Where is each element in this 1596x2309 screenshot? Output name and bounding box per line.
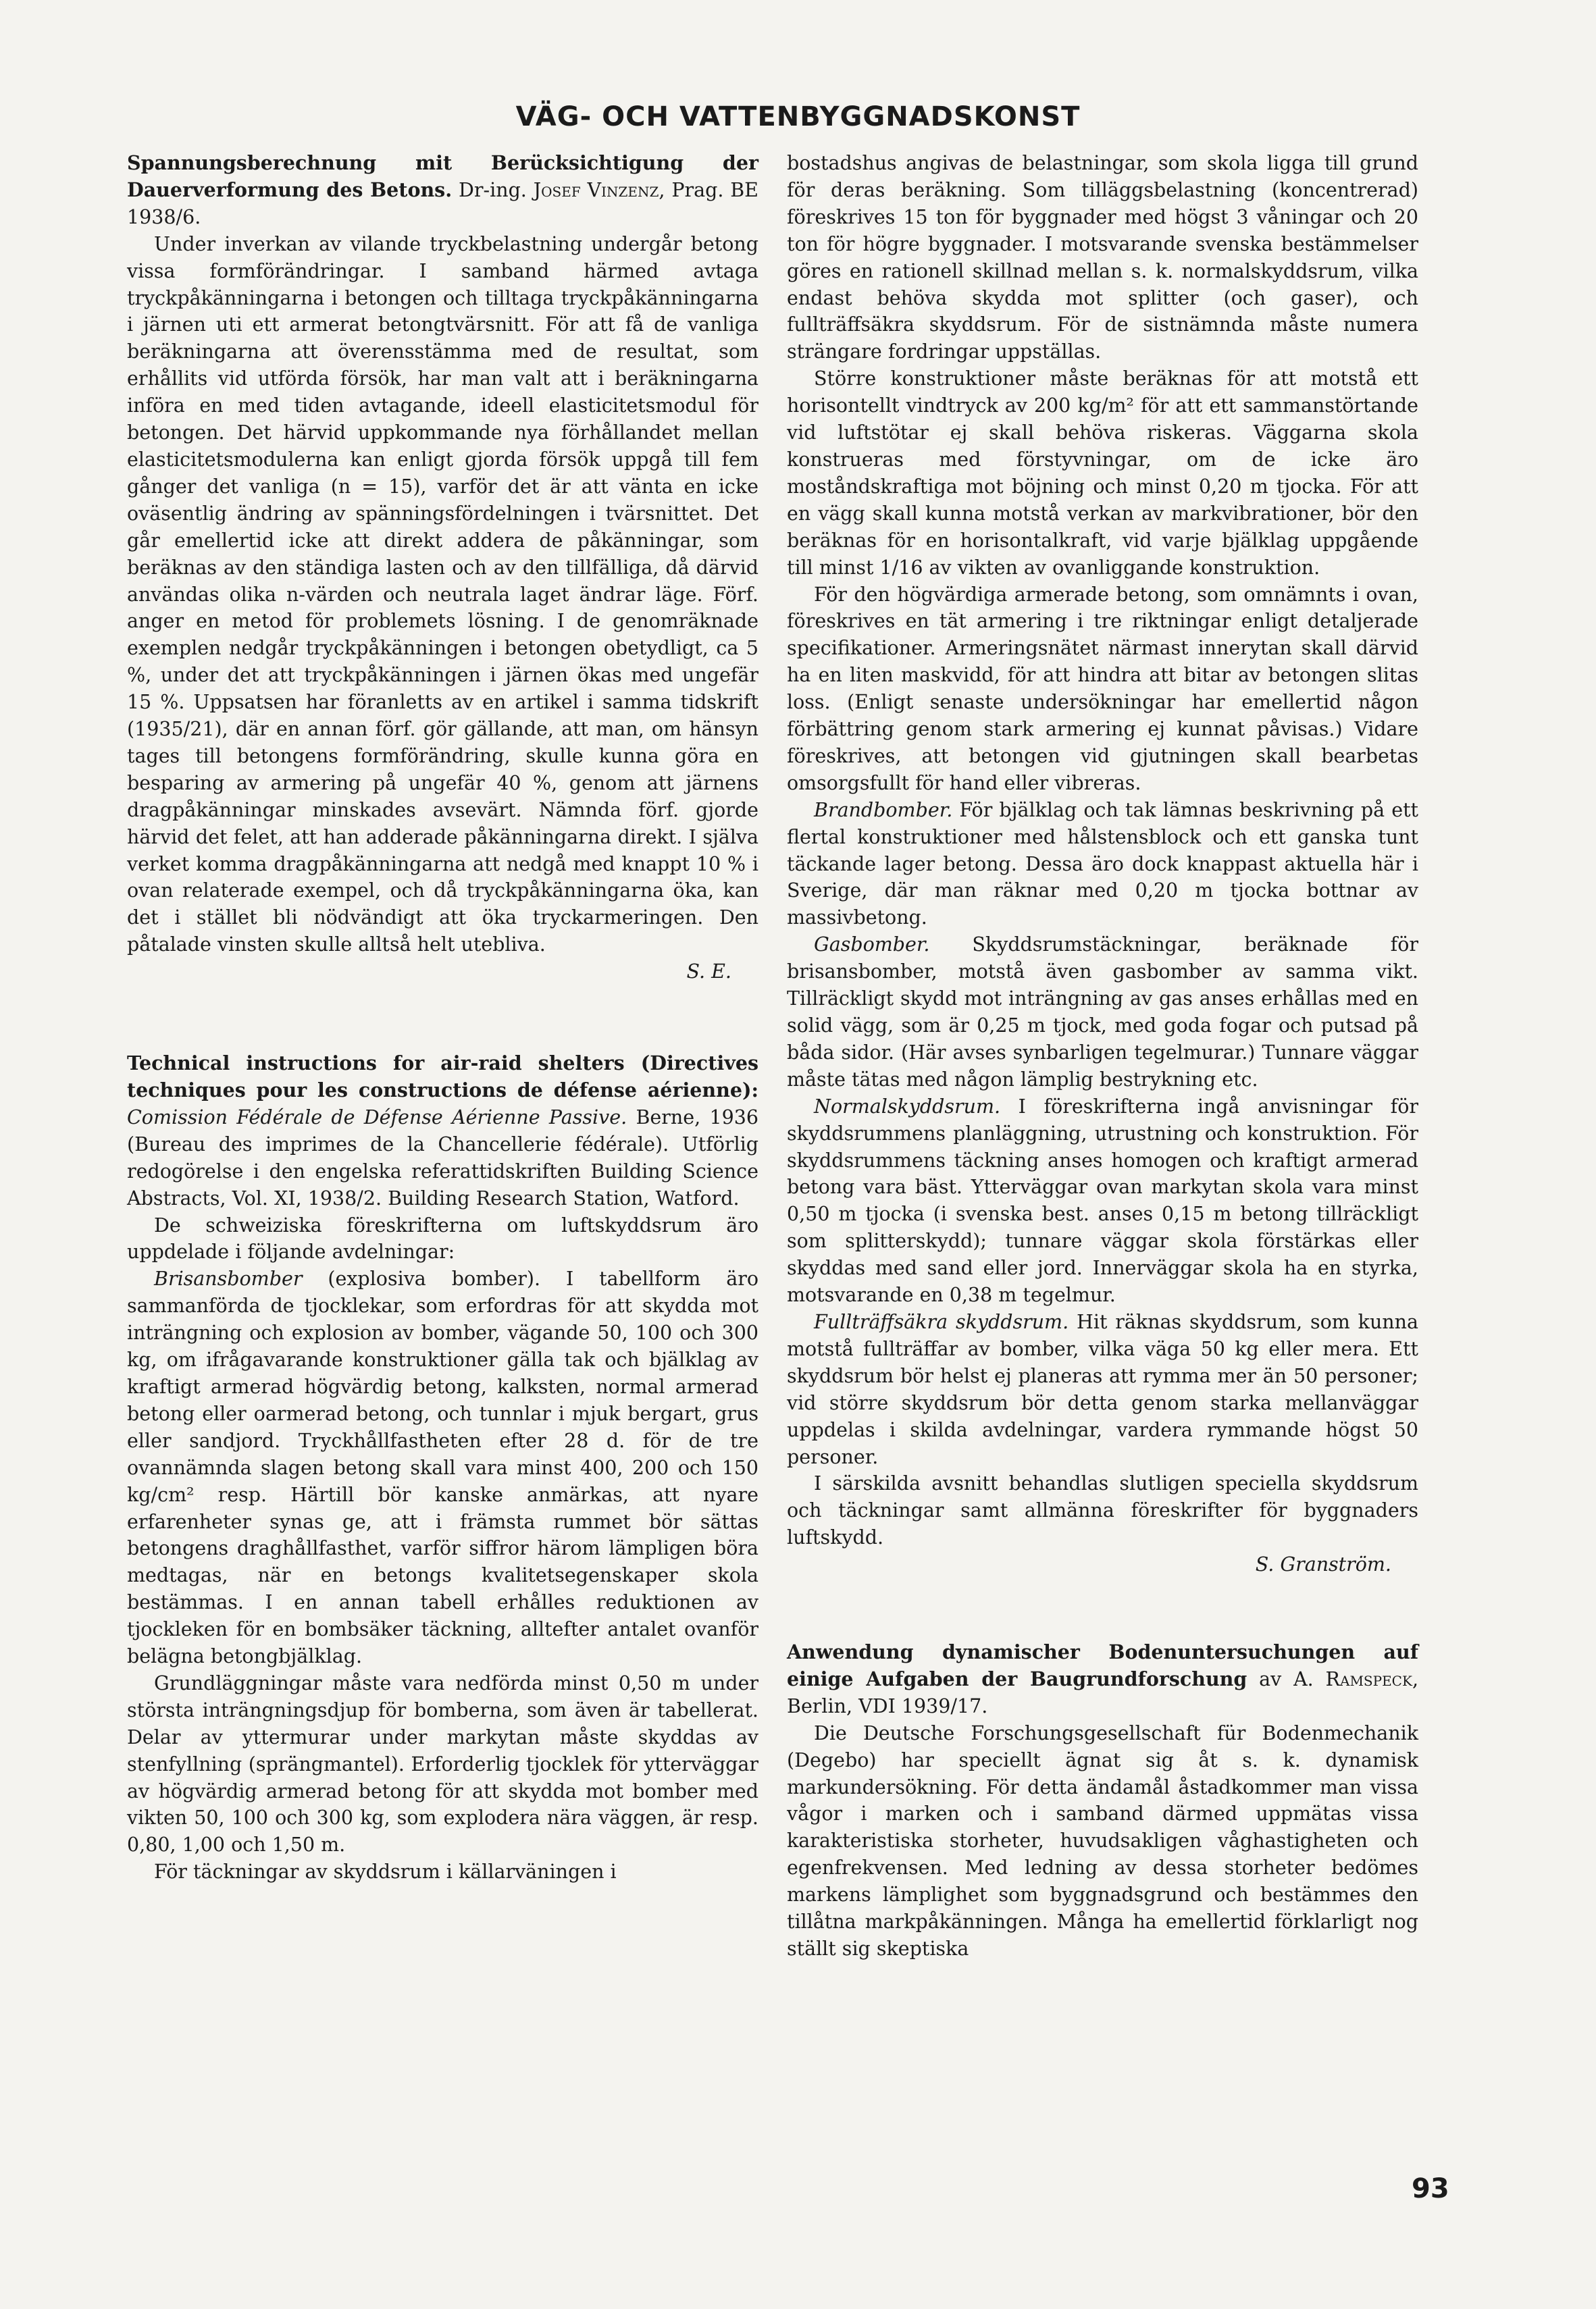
article-title: Anwendung dynamischer Bodenuntersuchungen auf einige Aufgaben der Baugrundforschung: [787, 1640, 1418, 1690]
article-title: Technical instructions for air-raid shelters (Directives techniques pour les constructions de défense aérienne):: [127, 1052, 758, 1101]
article-spannungsberechnung: [127, 150, 758, 985]
article-paragraph: Grundläggningar måste vara nedförda minst 0,50 m under största inträngningsdjup för bomberna, som även är tabellerat. Delar av yttermurar under markytan måste skyddas av stenfyllning (sprängmantel). Erforderlig tjocklek för ytterväggar av högvärdig armerad betong för att skydda mot bomber med vikten 50, 100 och 300 kg, som explodera nära väggen, är resp. 0,80, 1,00 och 1,50 m.: [127, 1671, 758, 1857]
article-paragraph: För täckningar av skyddsrum i källarväningen i: [154, 1861, 617, 1884]
section-label: Normalskyddsrum.: [814, 1095, 1001, 1118]
page-title: VÄG- OCH VATTENBYGGNADSKONST: [515, 101, 1081, 132]
article-paragraph: Större konstruktioner måste beräknas för att motstå ett horisontellt vindtryck av 200 kg/m² för att ett sammanstörtande vid luftstötar ej skall behöva riskeras. Väggarna skola konstrueras med förstyvningar, om de icke äro moståndskraftiga mot böjning och minst 0,20 m tjocka. För att en vägg skall kunna motstå verkan av markvibrationer, bör den beräknas för en horisontalkraft, vid varje bjälklag uppgående till minst 1/16 av vikten av ovanliggande konstruktion.: [787, 367, 1418, 579]
spacer: [127, 985, 758, 1050]
right-column: [787, 150, 1418, 1963]
section-text: (explosiva bomber). I tabellform äro sammanförda de tjocklekar, som erfordras för att skydda mot inträngning och explosion av bomber, vägande 50, 100 och 300 kg, om ifrågavarande konstruktioner gälla tak och bjälklag av kraftigt armerad högvärdig betong, kalksten, normal armerad betong eller oarmerad betong, och tunnlar i mjuk bergart, grus eller sandjord. Tryckhållfastheten efter 28 d. för de tre ovannämnda slagen betong skall vara minst 400, 200 och 150 kg/cm² resp. Härtill bör kanske anmärkas, att nyare erfarenheter synas ge, att i främsta rummet bör sättas betongens draghållfasthet, varför siffror härom lämpligen böra medtagas, när en betongs kvalitetsegenskaper skola bestämmas. I en annan tabell erhålles reduktionen av tjockleken för en bombsäker täckning, alltefter antalet ovanför belägna betongbjälklag.: [127, 1268, 758, 1668]
section-label: Brisansbomber: [154, 1268, 303, 1291]
section-text: Skyddsrumstäckningar, beräknade för brisansbomber, motstå även gasbomber av samma vikt. Tillräckligt skydd mot inträngning av gas anses erhållas med en solid vägg, som är 0,25 m tjock, med goda fogar och putsad på båda sidor. (Här avses synbarligen tegelmurar.) Tunnare väggar måste tätas med någon lämplig bestrykning etc.: [787, 933, 1418, 1091]
byline-pre: av A.: [1247, 1667, 1326, 1690]
section-label: Fullträffsäkra skyddsrum.: [814, 1310, 1069, 1333]
article-paragraph: I särskilda avsnitt behandlas slutligen speciella skyddsrum och täckningar samt allmänna föreskrifter för byggnaders luftskydd.: [787, 1472, 1418, 1549]
article-paragraph: Die Deutsche Forschungsgesellschaft für Bodenmechanik (Degebo) har speciellt ägnat sig åt s. k. dynamisk markundersökning. För detta ändamål åstadkommer man vissa vågor i marken och i samband därmed uppmätas vissa karakteristiska storheter, huvudsakligen våghastigheten och egenfrekvensen. Med ledning av dessa storheter bedömes markens lämplighet som byggnadsgrund och bestämmes den tillåtna markpåkänningen. Många ha emellertid förklarligt nog ställt sig skeptiska: [787, 1721, 1418, 1960]
section-label: Gasbomber.: [814, 933, 930, 956]
byline-post: Berne, 1936 (Bureau des imprimes de la Chancellerie fédérale). Utförlig redogörelse i den engelska referattidskriften Building Science Abstracts, Vol. XI, 1938/2. Building Research Station, Watford.: [127, 1106, 758, 1210]
article-heading: [787, 1639, 1418, 1720]
article-paragraph: [787, 931, 1418, 1093]
section-label: Brandbomber.: [814, 798, 953, 821]
article-paragraph: För den högvärdiga armerade betong, som omnämnts i ovan, föreskrives en tät armering i tre riktningar enligt detaljerade specifikationer. Armeringsnätet närmast innerytan skall därvid ha en liten maskvidd, för att hindra att bitar av betongen slitas loss. (Enligt senaste undersökningar har emellertid någon förbättring genom stark armering ej kunnat påvisas.) Vidare föreskrives, att betongen vid gjutningen skall bearbetas omsorgsfullt för hand eller vibreras.: [787, 583, 1418, 794]
article-paragraph: [787, 1093, 1418, 1309]
article-paragraph: bostadshus angivas de belastningar, som skola ligga till grund för deras beräkning. Som tilläggsbelastning (koncentrerad) föreskrives 15 ton för byggnader med högst 3 våningar och 20 ton för högre byggnader. I motsvarande svenska bestämmelser göres en rationell skillnad mellan s. k. normalskyddsrum, vilka endast behöva skydda mot splitter (och gaser), och fullträffsäkra skyddsrum. För de sistnämnda måste numera strängare fordringar uppställas.: [787, 152, 1418, 363]
signature: S. Granström.: [1255, 1553, 1391, 1576]
author-name: Josef Vinzenz: [533, 178, 659, 201]
article-air-raid-shelters-continued: [787, 150, 1418, 1578]
page-number: 93: [1412, 2173, 1449, 2204]
article-air-raid-shelters: [127, 1050, 758, 1886]
author-name: Ramspeck: [1325, 1667, 1412, 1690]
byline-post: , Berlin, VDI 1939/17.: [787, 1667, 1418, 1717]
article-heading: [127, 150, 758, 231]
spacer: [787, 1578, 1418, 1639]
article-paragraph: [127, 1266, 758, 1670]
section-text: Hit räknas skyddsrum, som kunna motstå fullträffar av bomber, vilka väga 50 kg eller mera. Ett skyddsrum bör helst ej planeras att rymma mer än 50 personer; vid större skyddsrum bör detta genom starka mellanväggar uppdelas i skilda avdelningar, vardera rymmande högst 50 personer.: [787, 1310, 1418, 1468]
article-heading: [127, 1050, 758, 1212]
signature: S. E.: [686, 960, 731, 983]
section-text: För bjälklag och tak lämnas beskrivning på ett flertal konstruktioner med hålstensblock och ett ganska tunt täckande lager betong. Dessa äro dock knappast aktuella här i Sverige, där man räknar med 0,20 m tjocka bottnar av massivbetong.: [787, 798, 1418, 929]
left-column: [127, 150, 758, 1886]
article-paragraph: Under inverkan av vilande tryckbelastning undergår betong vissa formförändringar. I samband härmed avtaga tryckpåkänningarna i betongen och tilltaga tryckpåkänningarna i järnen uti ett armerat betongtvärsnitt. För att få de vanliga beräkningarna att överensstämma med de resultat, som erhållits vid utförda försök, har man valt att i beräkningarna införa en med tiden avtagande, ideell elasticitetsmodul för betongen. Det härvid uppkommande nya förhållandet mellan elasticitetsmodulerna kan enligt gjorda försök uppgå till fem gånger det vanliga (n = 15), varför det är att vänta en icke oväsentlig ändring av spänningsfördelningen i tvärsnittet. Det går emellertid icke att direkt addera de påkänningar, som beräknas av den ständiga lasten och av den tillfälliga, då därvid användas olika n-värden och neutrala laget ändrar läge. Förf. anger en metod för problemets lösning. I de genomräknade exemplen nedgår tryckpåkänningen i betongen obetydligt, ca 5 %, under det att tryckpåkänningen i järnen ökas med ungefär 15 %. Uppsatsen har föranletts av en artikel i samma tidskrift (1935/21), där en annan förf. gör gällande, att man, om hänsyn tages till betongens formförändring, skulle kunna göra en besparing av armering på ungefär 40 %, genom att järnens dragpåkänningar minskades avsevärt. Nämnda förf. gjorde härvid det felet, att han adderade påkänningarna direkt. I själva verket komma dragpåkänningarna att nedgå med knappt 10 % i ovan relaterade exempel, och då tryckpåkänningarna öka, kan det i stället bli nödvändigt att öka tryckarmeringen. Den påtalade vinsten skulle alltså helt utebliva.: [127, 232, 758, 956]
article-title: Spannungsberechnung mit Berücksichtigung der Dauerverformung des Betons.: [127, 151, 758, 201]
section-text: I föreskrifterna ingå anvisningar för skyddsrummens planläggning, utrustning och konstruktion. För skyddsrummens täckning anses homogen och kraftigt armerad betong vara bäst. Ytterväggar ovan markytan skola vara minst 0,50 m tjocka (i svenska best. anses 0,15 m betong tillräckligt som splitterskydd); tunnare väggar skola förstärkas eller skyddas med sand eller jord. Innerväggar skola ha en styrka, motsvarande en 0,38 m tegelmur.: [787, 1095, 1418, 1307]
article-paragraph: De schweiziska föreskrifterna om luftskyddsrum äro uppdelade i följande avdelningar:: [127, 1214, 758, 1264]
article-paragraph: [787, 797, 1418, 932]
byline-italic: Comission Fédérale de Défense Aérienne Passive.: [127, 1106, 627, 1128]
byline-post: , Prag. BE 1938/6.: [127, 178, 758, 228]
article-bodenuntersuchungen: [787, 1639, 1418, 1963]
byline-pre: Dr-ing.: [452, 178, 534, 201]
article-paragraph: [787, 1309, 1418, 1470]
